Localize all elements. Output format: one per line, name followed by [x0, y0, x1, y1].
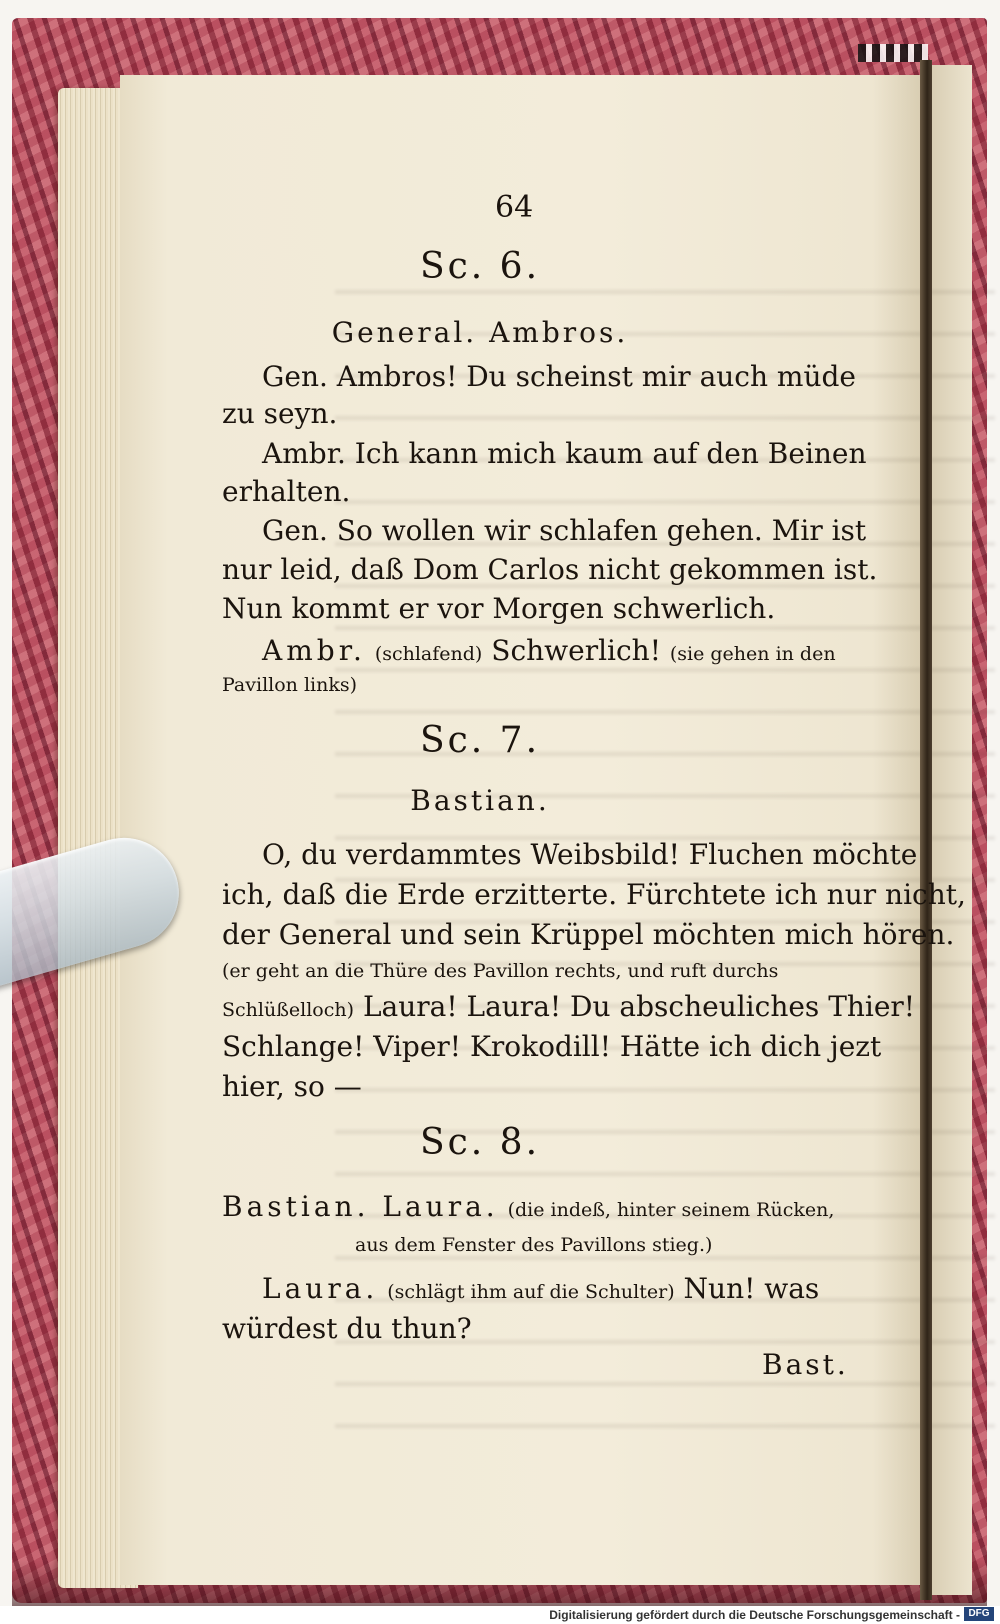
scene-7-cast-wrap [120, 784, 840, 817]
stage-direction: Schlüßelloch) [222, 999, 355, 1021]
scene-heading: Sc. 6. [419, 246, 541, 287]
dialogue-line: Ambr. Ich kann mich kaum auf den Beinen [262, 437, 867, 470]
dialogue-line: Nun kommt er vor Morgen schwerlich. [222, 592, 776, 625]
scene-7-block [120, 720, 840, 761]
color-calibration-strip [858, 44, 928, 62]
speech: Laura! Laura! Du abscheuliches Thier! [362, 990, 916, 1023]
speaker-name: Ambr. [262, 634, 366, 667]
scene-heading: Sc. 7. [419, 720, 541, 761]
funding-credit: Digitalisierung gefördert durch die Deutsche Forschungsgemeinschaft - [549, 1608, 960, 1622]
dialogue-line [222, 990, 915, 1023]
cast-list: Bastian. Laura. [222, 1190, 499, 1223]
stage-direction: (er geht an die Thüre des Pavillon rechts, und ruft durchs [222, 960, 779, 982]
dialogue-line: nur leid, daß Dom Carlos nicht gekommen ist. [222, 553, 878, 586]
book-gutter [920, 60, 932, 1600]
scene-6-cast-wrap [120, 316, 840, 349]
stage-direction: (schlägt ihm auf die Schulter) [387, 1281, 675, 1303]
scene-6-block [120, 246, 840, 287]
scene-heading: Sc. 8. [419, 1122, 541, 1163]
stage-direction: (schlafend) [374, 643, 483, 665]
dialogue-line-laura [262, 1272, 819, 1305]
dialogue-line: der General und sein Krüppel möchten mich hören. [222, 918, 955, 951]
stage-direction: Pavillon links) [222, 674, 358, 696]
dialogue-line: ich, daß die Erde erzitterte. Fürchtete ich nur nicht, [222, 878, 966, 911]
dialogue-line: O, du verdammtes Weibsbild! Fluchen möchte [262, 838, 918, 871]
dialogue-line: zu seyn. [222, 397, 338, 430]
dialogue-line: hier, so — [222, 1070, 362, 1103]
dialogue-line: würdest du thun? [222, 1312, 472, 1345]
cast-list: Bastian. [410, 784, 550, 817]
dialogue-line: erhalten. [222, 475, 351, 508]
stage-direction: aus dem Fenster des Pavillons stieg.) [355, 1234, 713, 1256]
dialogue-line: Schlange! Viper! Krokodill! Hätte ich dich jezt [222, 1030, 882, 1063]
scene-8-block [120, 1122, 840, 1163]
facing-page-edge [932, 65, 972, 1595]
page-number: 64 [495, 190, 534, 225]
speech: Schwerlich! [491, 634, 661, 667]
stage-direction: (sie gehen in den [669, 643, 836, 665]
dfg-logo: DFG [964, 1607, 994, 1621]
cast-list: General. Ambros. [331, 316, 629, 349]
dialogue-line-ambr [262, 634, 836, 667]
speech: Nun! was [683, 1272, 820, 1305]
dialogue-line: Gen. Ambros! Du scheinst mir auch müde [262, 360, 856, 393]
speaker-name: Laura. [262, 1272, 379, 1305]
catchword: Bast. [762, 1348, 849, 1381]
stage-direction: (die indeß, hinter seinem Rücken, [507, 1199, 835, 1221]
dialogue-line: Gen. So wollen wir schlafen gehen. Mir ist [262, 514, 867, 547]
cast-line [222, 1190, 834, 1223]
